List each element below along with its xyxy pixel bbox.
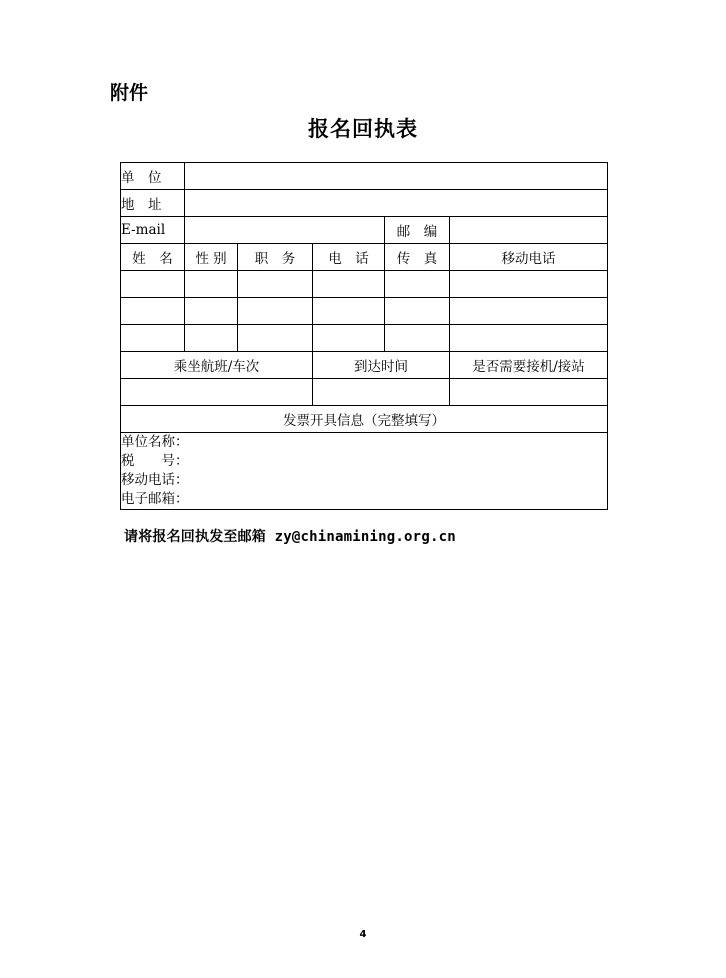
unit-input-cell[interactable]	[185, 163, 608, 190]
attendee-fax-cell[interactable]	[385, 325, 450, 352]
attendee-position-cell[interactable]	[238, 271, 313, 298]
attendee-name-cell[interactable]	[121, 271, 185, 298]
attendee-row	[121, 271, 608, 298]
arrival-time-header: 到达时间	[313, 352, 450, 379]
column-position: 职 务	[238, 244, 313, 271]
travel-row	[121, 379, 608, 406]
attendee-mobile-cell[interactable]	[450, 325, 608, 352]
invoice-header-row	[121, 406, 608, 433]
pickup-needed-input-cell[interactable]	[450, 379, 608, 406]
flight-train-header: 乘坐航班/车次	[121, 352, 313, 379]
column-phone: 电 话	[313, 244, 385, 271]
pickup-needed-header: 是否需要接机/接站	[450, 352, 608, 379]
attendee-mobile-cell[interactable]	[450, 271, 608, 298]
email-label: E-mail	[121, 217, 185, 244]
attendee-gender-cell[interactable]	[185, 298, 238, 325]
attendee-phone-cell[interactable]	[313, 298, 385, 325]
submission-note: 请将报名回执发至邮箱 zy@chinamining.org.cn	[124, 529, 456, 545]
attachment-label: 附件	[110, 82, 149, 104]
unit-label: 单 位	[121, 163, 185, 190]
registration-form-table	[120, 162, 608, 510]
attendee-fax-cell[interactable]	[385, 271, 450, 298]
attendee-fax-cell[interactable]	[385, 298, 450, 325]
invoice-fields-row	[121, 433, 608, 510]
arrival-time-input-cell[interactable]	[313, 379, 450, 406]
attendee-name-cell[interactable]	[121, 298, 185, 325]
attendee-position-cell[interactable]	[238, 298, 313, 325]
attendee-gender-cell[interactable]	[185, 271, 238, 298]
postcode-input-cell[interactable]	[450, 217, 608, 244]
invoice-tax-id-label: 税 号：	[121, 453, 189, 469]
attendee-mobile-cell[interactable]	[450, 298, 608, 325]
attendee-phone-cell[interactable]	[313, 325, 385, 352]
invoice-company-name-label: 单位名称：	[121, 434, 189, 450]
column-fax: 传 真	[385, 244, 450, 271]
invoice-mobile-label: 移动电话：	[121, 472, 189, 488]
invoice-email-label: 电子邮箱：	[121, 491, 189, 507]
address-input-cell[interactable]	[185, 190, 608, 217]
attendee-row	[121, 325, 608, 352]
invoice-info-header: 发票开具信息（完整填写）	[121, 406, 608, 433]
email-row	[121, 217, 608, 244]
column-gender: 性 别	[185, 244, 238, 271]
attendee-position-cell[interactable]	[238, 325, 313, 352]
address-row	[121, 190, 608, 217]
unit-row	[121, 163, 608, 190]
email-input-cell[interactable]	[185, 217, 385, 244]
column-name: 姓 名	[121, 244, 185, 271]
attendee-phone-cell[interactable]	[313, 271, 385, 298]
page-number: 4	[359, 929, 367, 940]
attendee-gender-cell[interactable]	[185, 325, 238, 352]
invoice-fields-cell[interactable]	[121, 433, 608, 510]
column-mobile: 移动电话	[450, 244, 608, 271]
attendee-header-row	[121, 244, 608, 271]
attendee-name-cell[interactable]	[121, 325, 185, 352]
address-label: 地 址	[121, 190, 185, 217]
attendee-row	[121, 298, 608, 325]
travel-header-row	[121, 352, 608, 379]
page-title: 报名回执表	[308, 116, 418, 141]
flight-train-input-cell[interactable]	[121, 379, 313, 406]
postcode-label: 邮 编	[385, 217, 450, 244]
